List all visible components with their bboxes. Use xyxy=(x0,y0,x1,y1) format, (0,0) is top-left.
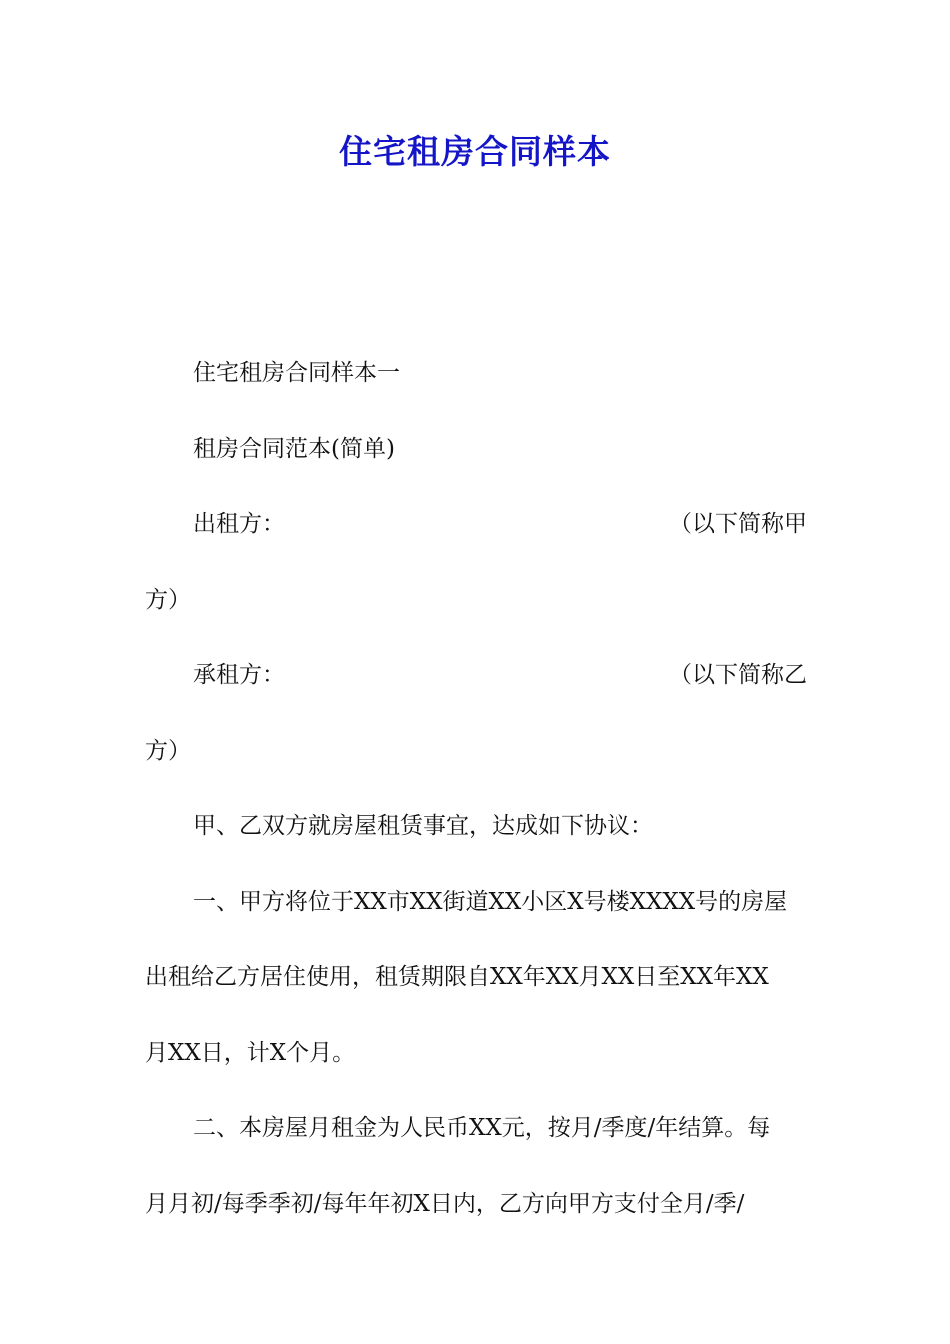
lessor-note-tail: 方） xyxy=(145,586,191,613)
lessee-label: 承租方： xyxy=(193,662,285,688)
agreement-intro: 甲、乙双方就房屋租赁事宜，达成如下协议： xyxy=(193,813,653,839)
clause-1-line-1: 一、甲方将位于XX市XX街道XX小区X号楼XXXX号的房屋 xyxy=(193,888,788,915)
document-title: 住宅租房合同样本 xyxy=(339,132,611,171)
lessee-note-tail: 方） xyxy=(145,737,191,764)
lessor-line xyxy=(145,487,807,563)
clause-1-line-2: 出租给乙方居住使用，租赁期限自XX年XX月XX日至XX年XX xyxy=(145,964,769,990)
document-body xyxy=(145,336,807,1242)
clause-2-line-2: 月月初/每季季初/每年年初X日内，乙方向甲方支付全月/季/ xyxy=(145,1190,745,1217)
lessee-note: （以下简称乙 xyxy=(669,662,807,688)
heading-sample-one: 住宅租房合同样本一 xyxy=(193,360,400,386)
lessor-note: （以下简称甲 xyxy=(669,511,807,537)
lessee-line xyxy=(145,638,807,714)
clause-1-line-3: 月XX日，计X个月。 xyxy=(145,1039,356,1066)
lessor-label: 出租方： xyxy=(193,511,285,537)
heading-simple-template: 租房合同范本(简单) xyxy=(193,435,395,462)
clause-2-line-1: 二、本房屋月租金为人民币XX元，按月/季度/年结算。每 xyxy=(193,1115,771,1141)
